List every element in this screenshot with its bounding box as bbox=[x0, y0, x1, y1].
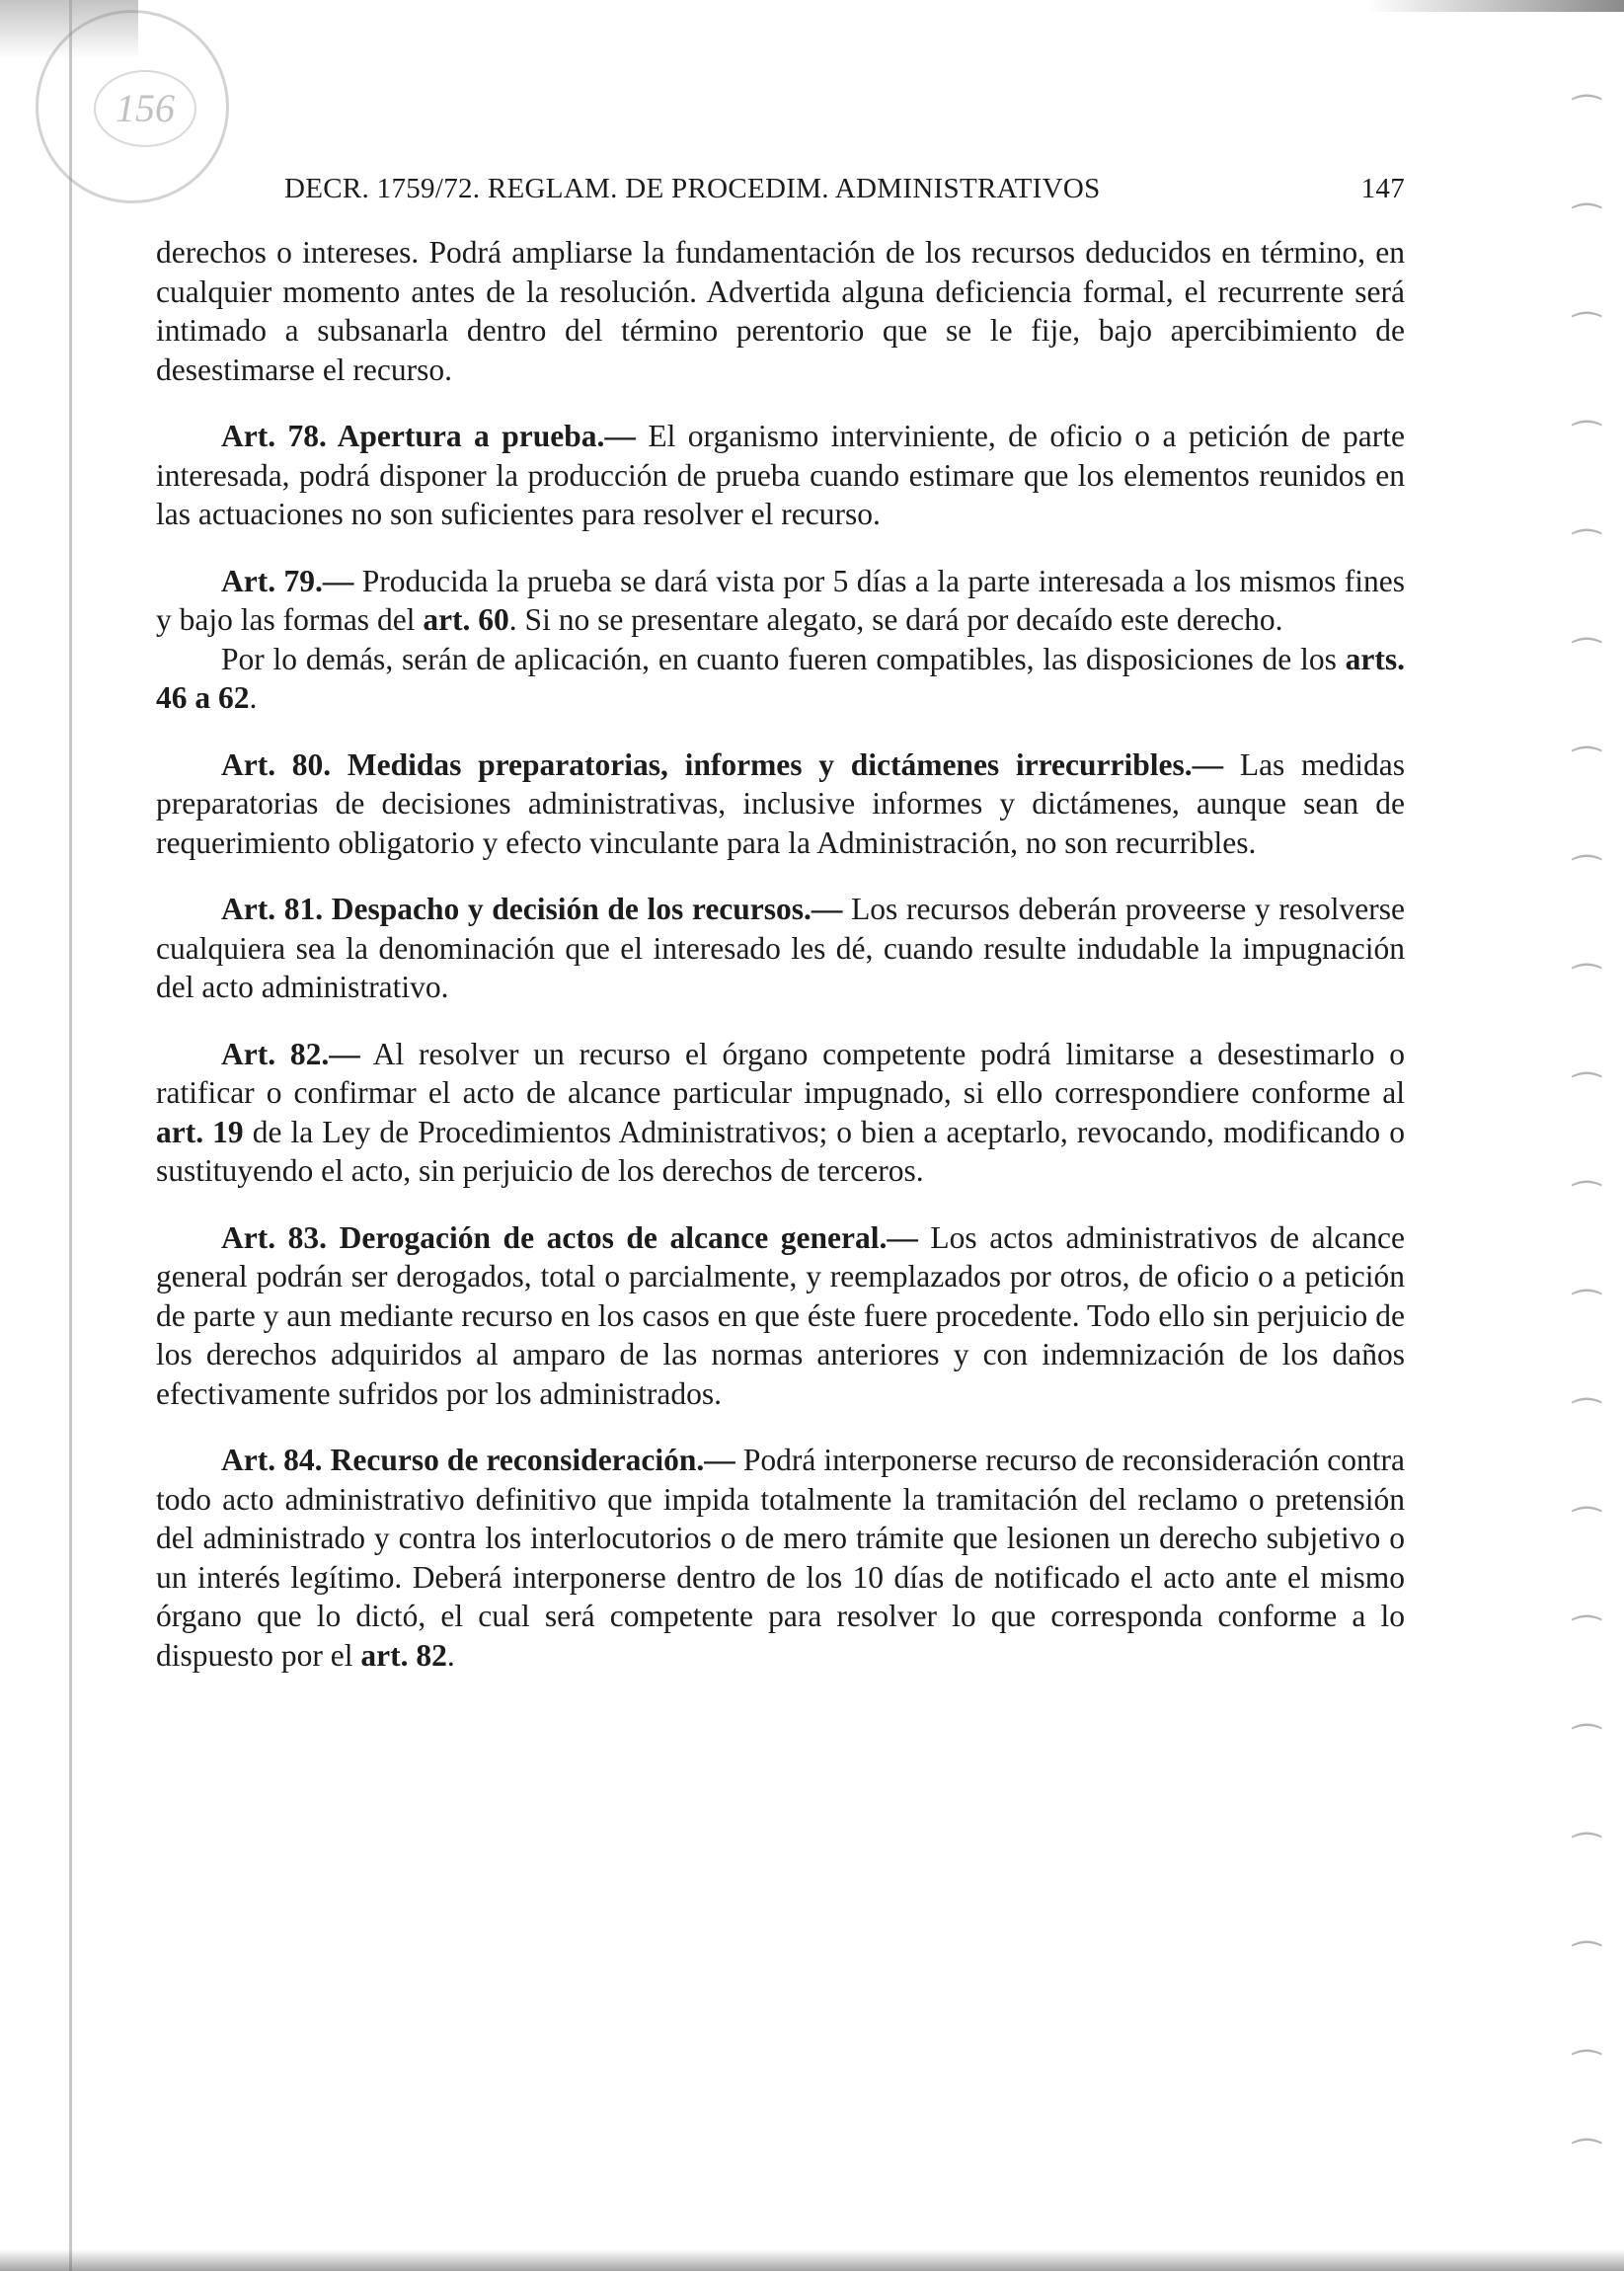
binder-hole-marks: ⁀ ⁀ ⁀ ⁀ ⁀ ⁀ ⁀ ⁀ ⁀ ⁀ ⁀ ⁀ ⁀ ⁀ ⁀ ⁀ ⁀ ⁀ ⁀ ⁀ bbox=[1573, 97, 1600, 2177]
article-84-heading: Art. 84. Recurso de reconsideración.— bbox=[221, 1443, 735, 1477]
article-83-text: Los actos administrativos de alcance general podrán ser derogados, total o parcialmente, y reemplazados por otros, de oficio o a petición de parte y aun mediante recurso en los casos en que éste fuere procedente. Todo ello sin perjuicio de los derechos adquiridos al amparo de las normas anteriores y con indemnización de los daños efectivamente sufridos por los administrados. bbox=[156, 1219, 1405, 1411]
article-84 bbox=[156, 1441, 1405, 1675]
article-79 bbox=[156, 562, 1405, 640]
article-79-paragraph-2 bbox=[156, 640, 1405, 718]
article-79-text-a: Producida la prueba se dará vista por 5 días a la parte interesada a los mismos fines y bajo las formas del bbox=[156, 563, 1405, 637]
article-83-heading: Art. 83. Derogación de actos de alcance general.— bbox=[221, 1219, 918, 1255]
article-79-p2-ref: arts. 46 a 62 bbox=[156, 641, 1405, 715]
article-80-heading: Art. 80. Medidas preparatorias, informes y dictámenes irrecurribles.— bbox=[221, 746, 1224, 782]
library-stamp bbox=[36, 10, 229, 203]
article-84-text-b: . bbox=[446, 1637, 455, 1673]
article-79-p2-b: . bbox=[249, 680, 258, 715]
scan-edge-bottom bbox=[0, 2249, 1624, 2271]
article-78 bbox=[156, 417, 1405, 534]
article-78-heading: Art. 78. Apertura a prueba.— bbox=[221, 419, 636, 453]
binding-edge bbox=[69, 0, 72, 2271]
article-81-text: Los recursos deberán proveerse y resolverse cualquiera sea la denominación que el interesado les dé, cuando resulte indudable la impugnación del acto administrativo. bbox=[156, 892, 1405, 1004]
scan-edge-top bbox=[1367, 0, 1624, 12]
article-82 bbox=[156, 1035, 1405, 1191]
running-title: DECR. 1759/72. REGLAM. DE PROCEDIM. ADMINISTRATIVOS bbox=[284, 173, 1101, 204]
article-84-ref: art. 82 bbox=[360, 1637, 447, 1673]
article-82-text-a: Al resolver un recurso el órgano competente podrá limitarse a desestimarlo o ratificar o confirmar el acto de alcance particular impugnado, si ello correspondiere conforme al bbox=[156, 1036, 1405, 1110]
article-82-ref: art. 19 bbox=[156, 1114, 244, 1149]
article-81 bbox=[156, 890, 1405, 1007]
article-84-text-a: Podrá interponerse recurso de reconsideración contra todo acto administrativo definitivo que impida totalmente la tramitación del reclamo o pretensión del administrado y contra los interlocutorios o de mero trámite que lesionen un derecho subjetivo o un interés legítimo. Deberá interponerse dentro de los 10 días de notificado el acto ante el mismo órgano que lo dictó, el cual será competente para resolver lo que corresponda conforme a lo dispuesto por el bbox=[156, 1443, 1405, 1673]
paragraph-continuation: derechos o intereses. Podrá ampliarse la fundamentación de los recursos deducidos en término, en cualquier momento antes de la resolución. Advertida alguna deficiencia formal, el recurrente será intimado a subsanarla dentro del término perentorio que se le fije, bajo apercibimiento de desestimarse el recurso. bbox=[156, 235, 1405, 387]
article-79-p2-a: Por lo demás, serán de aplicación, en cuanto fueren compatibles, las disposiciones de los bbox=[221, 641, 1346, 676]
article-82-heading: Art. 82.— bbox=[221, 1036, 360, 1071]
page-body bbox=[156, 233, 1405, 1675]
article-80 bbox=[156, 745, 1405, 863]
article-79-heading: Art. 79.— bbox=[221, 563, 354, 598]
article-79-ref: art. 60 bbox=[423, 602, 509, 637]
article-79-text-b: . Si no se presentare alegato, se dará por decaído este derecho. bbox=[508, 602, 1283, 637]
running-header bbox=[284, 173, 1405, 216]
article-78-text: El organismo interviniente, de oficio o a petición de parte interesada, podrá disponer la producción de prueba cuando estimare que los elementos reunidos en las actuaciones no son suficientes para resolver el recurso. bbox=[156, 419, 1405, 531]
article-82-text-b: de la Ley de Procedimientos Administrativos; o bien a aceptarlo, revocando, modificando o sustituyendo el acto, sin perjuicio de los derechos de terceros. bbox=[156, 1114, 1405, 1188]
article-83 bbox=[156, 1218, 1405, 1414]
page-number: 147 bbox=[1360, 173, 1405, 204]
article-81-heading: Art. 81. Despacho y decisión de los recursos.— bbox=[221, 892, 843, 926]
stamp-number: 156 bbox=[94, 70, 196, 147]
article-80-text: Las medidas preparatorias de decisiones administrativas, inclusive informes y dictámenes, aunque sean de requerimiento obligatorio y efecto vinculante para la Administración, no son recurribles. bbox=[156, 746, 1405, 860]
